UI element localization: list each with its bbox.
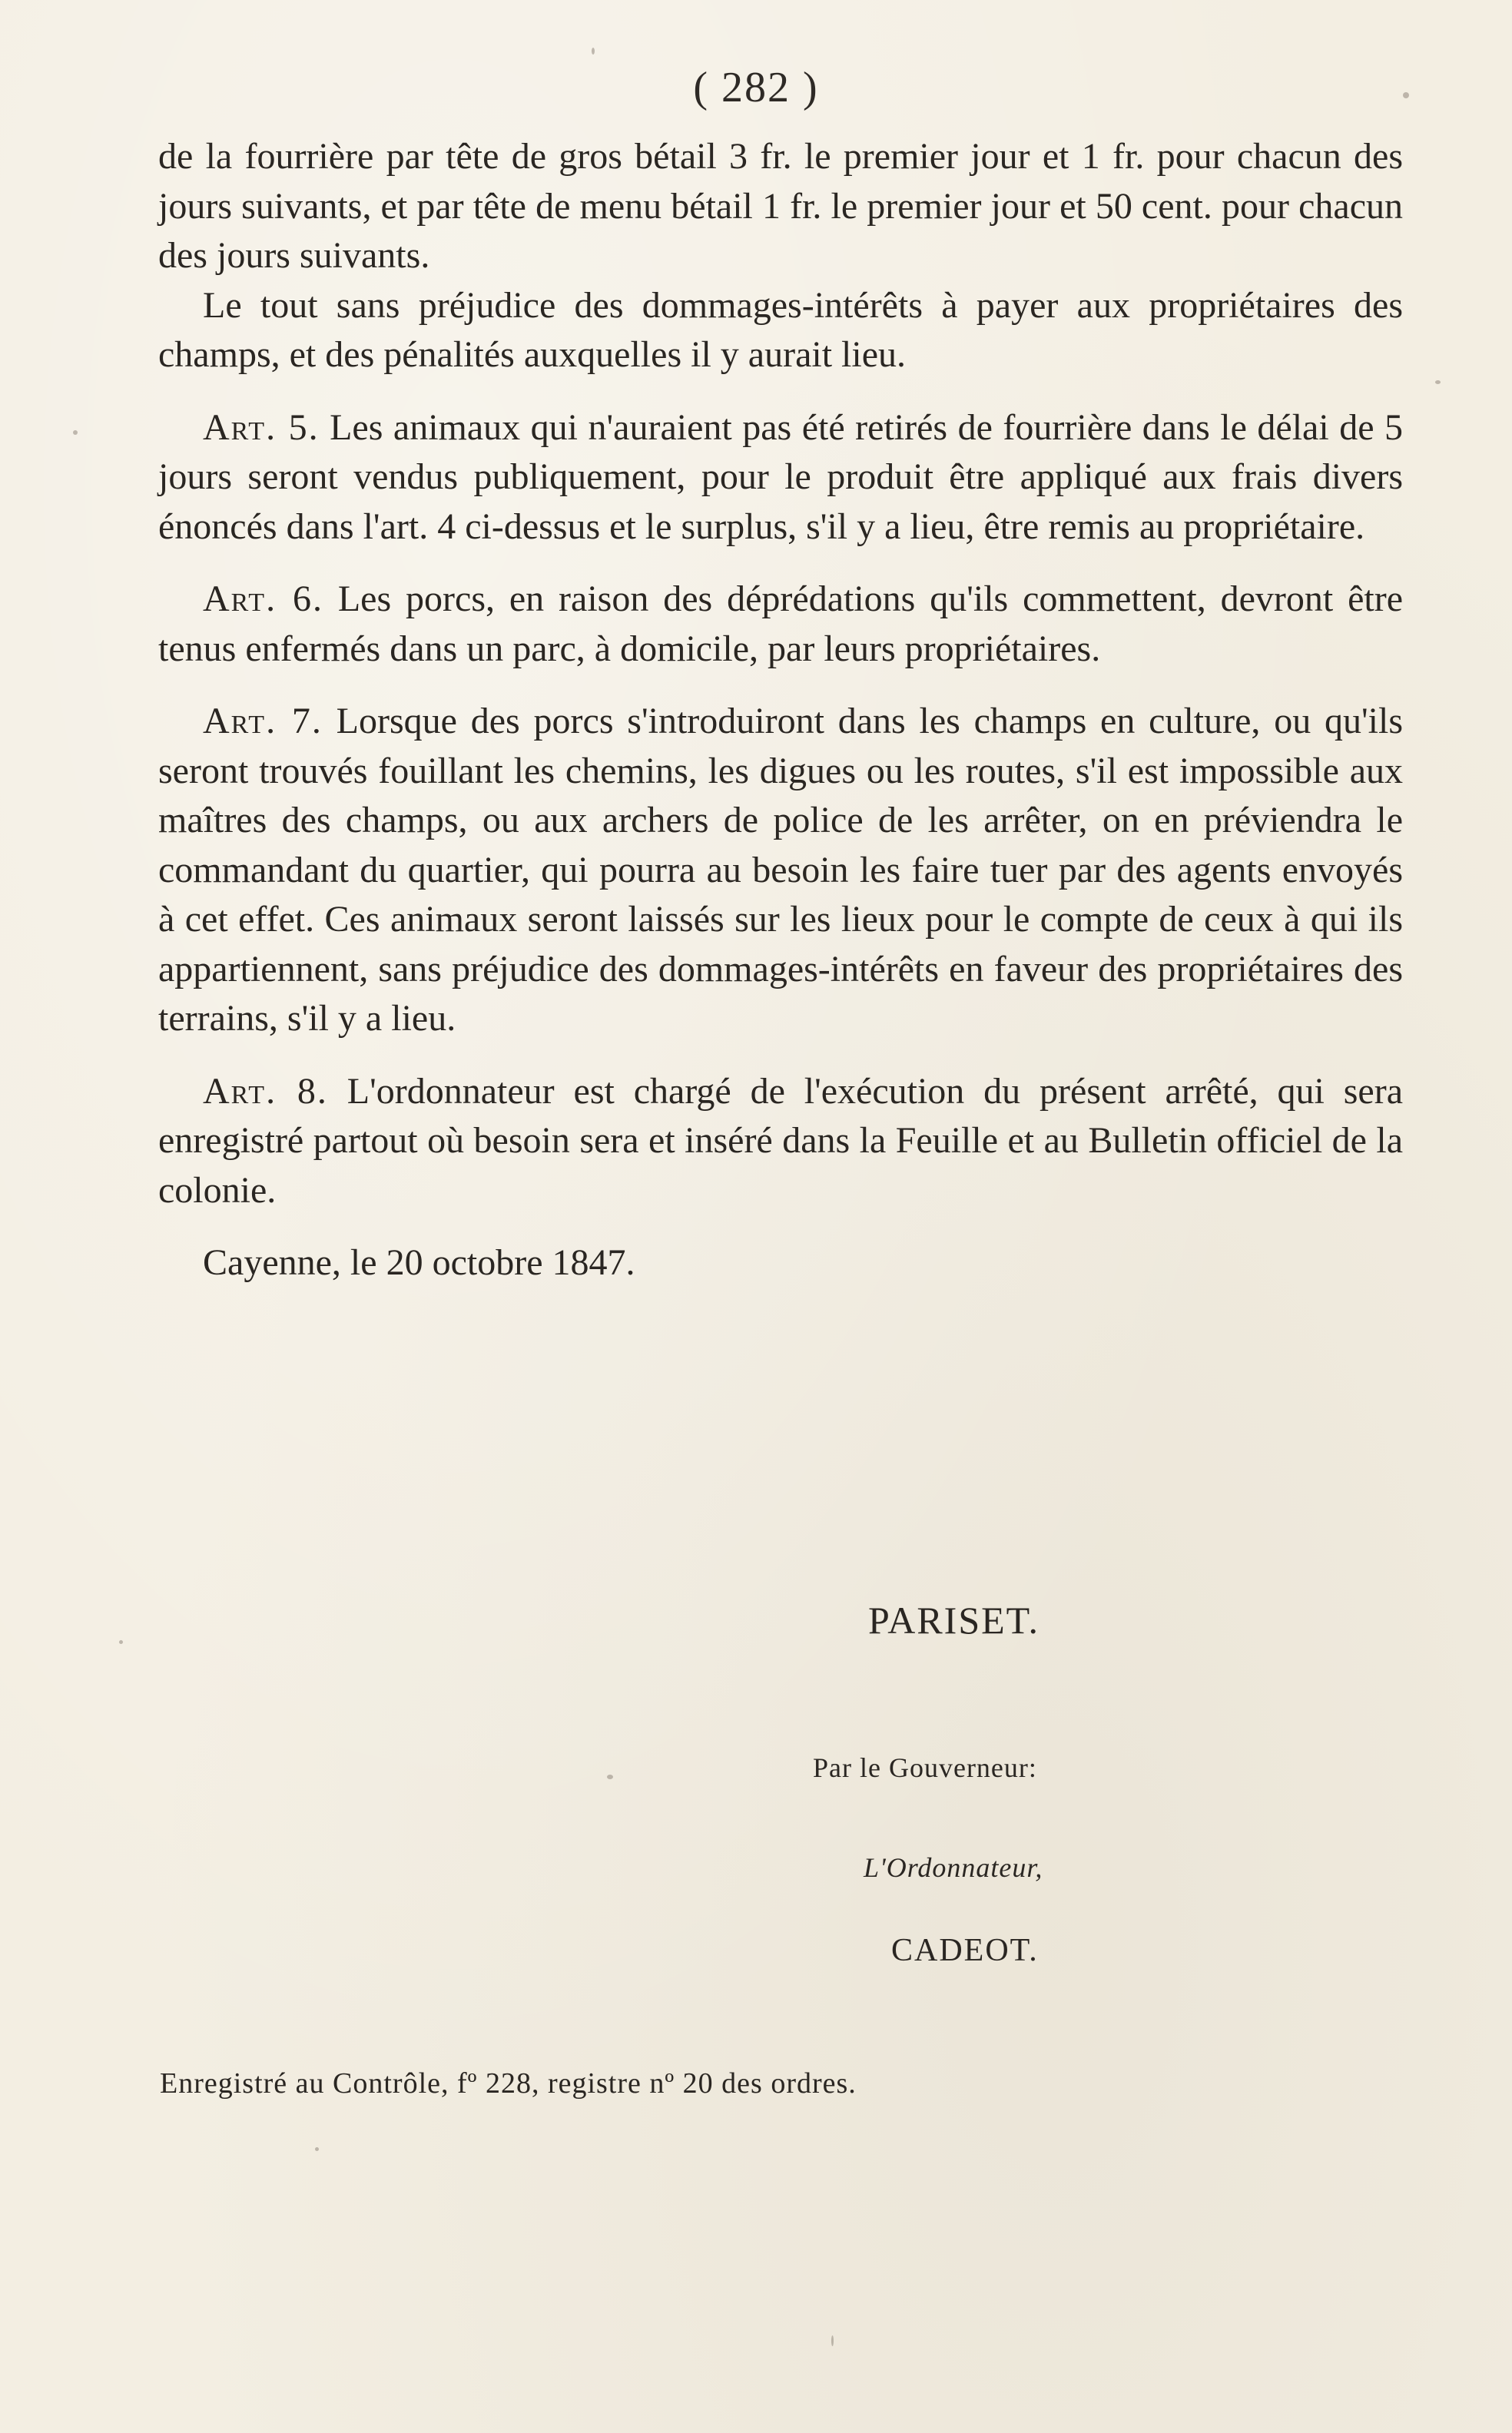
article-8-label: Art. 8. xyxy=(203,1070,328,1112)
paper-speck xyxy=(1403,92,1409,98)
paper-speck xyxy=(315,2147,319,2151)
par-le-gouverneur: Par le Gouverneur: xyxy=(813,1752,1037,1783)
paragraph-damages: Le tout sans préjudice des dommages-intérêts à payer aux propriétaires des champs, et des pénalités auxquelles il y aurait lieu. xyxy=(158,284,1403,375)
page-number: ( 282 ) xyxy=(693,64,819,111)
article-6-text: Les porcs, en raison des déprédations qu'ils commettent, devront être tenus enfermés dans un parc, à domicile, par leurs propriétaires. xyxy=(158,578,1404,669)
paper-speck xyxy=(119,1640,123,1644)
article-8-text: L'ordonnateur est chargé de l'exécution du présent arrêté, qui sera enregistré partout où besoin sera et inséré dans la Feuille et au Bulletin officiel de la colonie. xyxy=(158,1070,1403,1211)
article-5-label: Art. 5. xyxy=(203,406,320,448)
article-6-label: Art. 6. xyxy=(203,578,323,619)
article-6 xyxy=(158,575,1403,674)
paper-speck xyxy=(73,430,78,435)
article-5-text: Les animaux qui n'auraient pas été retirés de fourrière dans le délai de 5 jours seront vendus publiquement, pour le produit être appliqué aux frais divers énoncés dans l'art. 4 ci-dessus et le surplus, s'il y a lieu, être remis au propriétaire. xyxy=(158,406,1404,547)
body-text xyxy=(158,132,1403,1288)
article-8 xyxy=(158,1067,1403,1216)
dateline: Cayenne, le 20 octobre 1847. xyxy=(203,1242,635,1283)
article-7-text: Lorsque des porcs s'introduiront dans les champs en culture, ou qu'ils seront trouvés fouillant les chemins, les digues ou les routes, s'il est impossible aux maîtres des champs, ou aux archers de police de les arrêter, on en préviendra le commandant du quartier, qui pourra au besoin les faire tuer par des agents envoyés à cet effet. Ces animaux seront laissés sur les lieux pour le compte de ceux à qui ils appartiennent, sans préjudice des dommages-intérêts en faveur des propriétaires des terrains, s'il y a lieu. xyxy=(158,701,1403,1039)
article-5 xyxy=(158,403,1403,552)
paragraph-fourriere-fees: de la fourrière par tête de gros bétail 3 fr. le premier jour et 1 fr. pour chacun des jours suivants, et par tête de menu bétail 1 fr. le premier jour et 50 cent. pour chacun des jours suivants. xyxy=(158,136,1403,276)
governor-signature: PARISET. xyxy=(868,1599,1040,1642)
paper-speck xyxy=(831,2335,834,2346)
ordonnateur-title: L'Ordonnateur, xyxy=(864,1852,1043,1883)
paper-speck xyxy=(1435,380,1441,384)
ordonnateur-signature: CADEOT. xyxy=(891,1933,1039,1968)
article-7-label: Art. 7. xyxy=(203,701,323,741)
paper-speck xyxy=(607,1775,613,1779)
paper-speck xyxy=(592,48,595,55)
article-7 xyxy=(158,697,1403,1044)
registry-note: Enregistré au Contrôle, fº 228, registre nº 20 des ordres. xyxy=(160,2067,857,2100)
